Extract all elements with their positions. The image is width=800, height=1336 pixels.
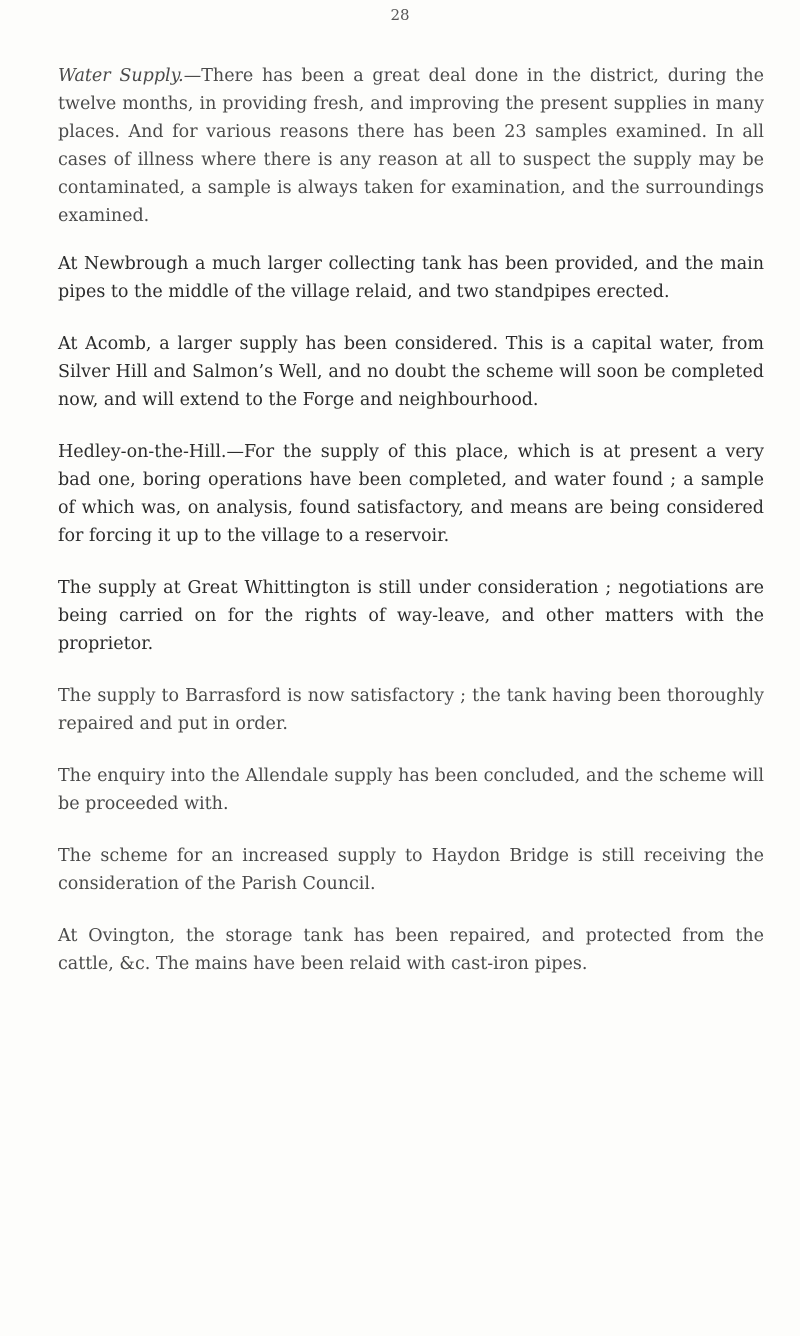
body-text (58, 62, 764, 978)
paragraph-text: At Newbrough a much larger collecting tank has been provided, and the main pipes to the middle of the village relaid, and two standpipes erected. (58, 254, 764, 302)
section-heading: Water Supply. (58, 66, 184, 86)
paragraph-text: At Acomb, a larger supply has been considered. This is a capital water, from Silver Hill and Salmon’s Well, and no doubt the scheme will soon be completed now, and will extend to the Forge and neighbourhood. (58, 334, 764, 410)
paragraph-text: At Ovington, the storage tank has been repaired, and protected from the cattle, &c. The mains have been relaid with cast-iron pipes. (58, 926, 764, 974)
paragraph-hedley-on-the-hill (58, 438, 764, 550)
paragraph-acomb (58, 330, 764, 414)
paragraph-text: The enquiry into the Allendale supply has been concluded, and the scheme will be proceeded with. (58, 766, 764, 814)
paragraph-text: The supply to Barrasford is now satisfactory ; the tank having been thoroughly repaired and put in order. (58, 686, 764, 734)
paragraph-water-supply (58, 62, 764, 230)
paragraph-text: The scheme for an increased supply to Haydon Bridge is still receiving the consideration of the Parish Council. (58, 846, 764, 894)
paragraph-newbrough (58, 250, 764, 306)
paragraph-text: —There has been a great deal done in the district, during the twelve months, in providing fresh, and improving the present supplies in many places. And for various reasons there has been 23 samples examined. In all cases of illness where there is any reason at all to suspect the supply may be contaminated, a sample is always taken for examination, and the surroundings examined. (58, 66, 764, 226)
paragraph-allendale (58, 762, 764, 818)
paragraph-text: The supply at Great Whittington is still under consideration ; negotiations are being carried on for the rights of way-leave, and other matters with the proprietor. (58, 578, 764, 654)
paragraph-ovington (58, 922, 764, 978)
paragraph-barrasford (58, 682, 764, 738)
page-number: 28 (390, 6, 410, 24)
paragraph-text: Hedley-on-the-Hill.—For the supply of this place, which is at present a very bad one, boring operations have been completed, and water found ; a sample of which was, on analysis, found satisfactory, and means are being considered for forcing it up to the village to a reservoir. (58, 442, 764, 546)
paragraph-great-whittington (58, 574, 764, 658)
paragraph-haydon-bridge (58, 842, 764, 898)
